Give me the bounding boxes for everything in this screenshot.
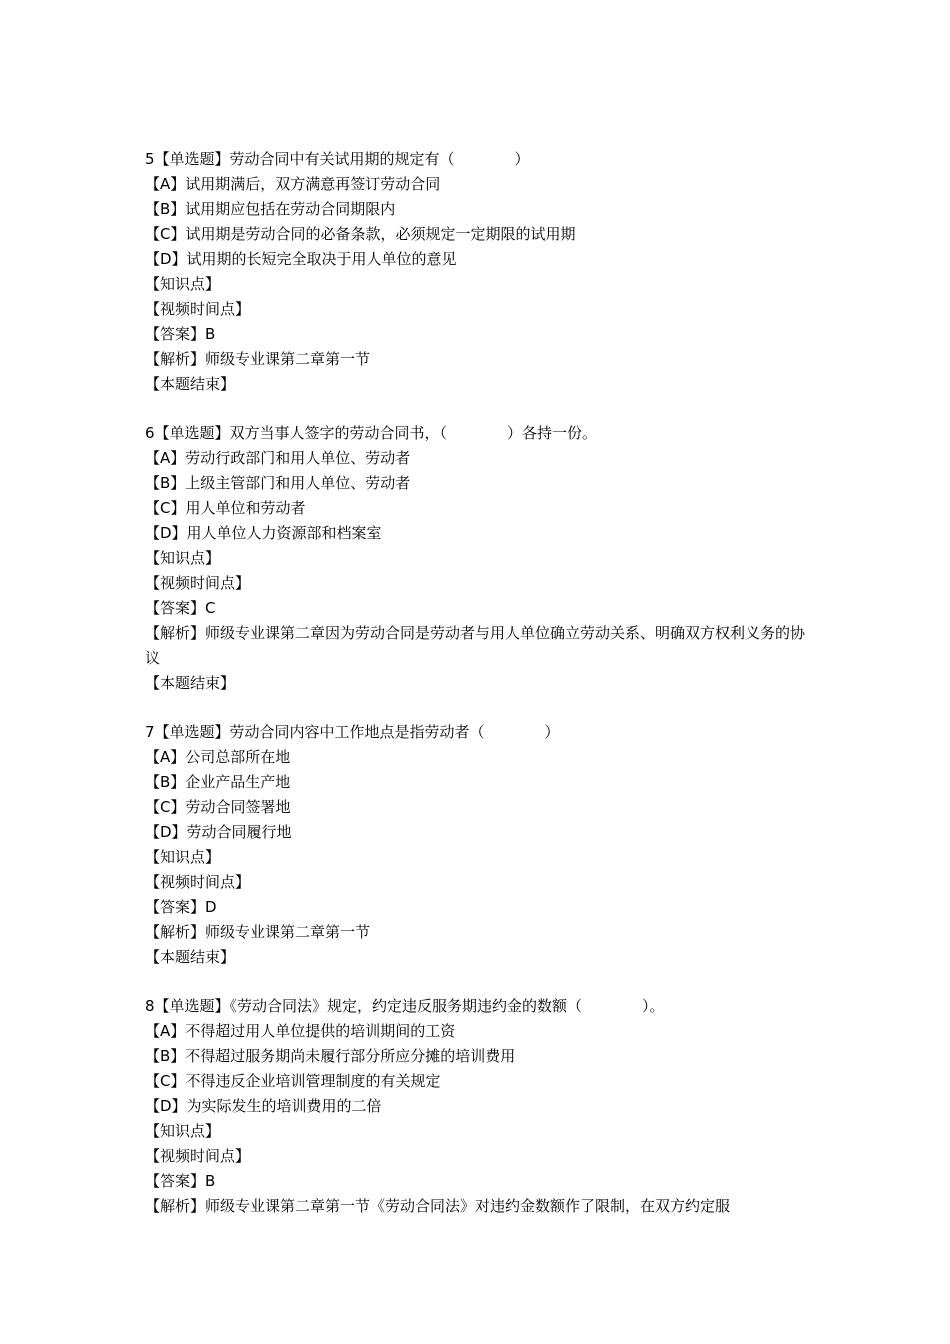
question-block	[145, 720, 815, 970]
question-block	[145, 421, 815, 696]
answer: 【答案】B	[145, 325, 216, 343]
analysis: 【解析】师级专业课第二章第一节	[145, 923, 371, 941]
question-stem: 7【单选题】劳动合同内容中工作地点是指劳动者（ ）	[145, 723, 560, 741]
option-d: 【D】试用期的长短完全取决于用人单位的意见	[145, 250, 457, 268]
option-c: 【C】不得违反企业培训管理制度的有关规定	[145, 1072, 441, 1090]
answer: 【答案】B	[145, 1172, 216, 1190]
video-time-point: 【视频时间点】	[145, 574, 251, 592]
question-block	[145, 994, 815, 1219]
answer: 【答案】C	[145, 599, 216, 617]
option-b: 【B】试用期应包括在劳动合同期限内	[145, 200, 396, 218]
knowledge-point: 【知识点】	[145, 848, 221, 866]
knowledge-point: 【知识点】	[145, 1122, 221, 1140]
question-end: 【本题结束】	[145, 674, 236, 692]
knowledge-point: 【知识点】	[145, 549, 221, 567]
option-b: 【B】企业产品生产地	[145, 773, 291, 791]
option-a: 【A】不得超过用人单位提供的培训期间的工资	[145, 1022, 456, 1040]
video-time-point: 【视频时间点】	[145, 1147, 251, 1165]
option-c: 【C】劳动合同签署地	[145, 798, 291, 816]
option-d: 【D】用人单位人力资源部和档案室	[145, 524, 382, 542]
question-end: 【本题结束】	[145, 375, 236, 393]
option-a: 【A】劳动行政部门和用人单位、劳动者	[145, 449, 411, 467]
option-d: 【D】劳动合同履行地	[145, 823, 292, 841]
answer: 【答案】D	[145, 898, 217, 916]
question-stem: 5【单选题】劳动合同中有关试用期的规定有（ ）	[145, 150, 530, 168]
option-b: 【B】上级主管部门和用人单位、劳动者	[145, 474, 411, 492]
document-page	[145, 147, 815, 1219]
video-time-point: 【视频时间点】	[145, 300, 251, 318]
question-block	[145, 147, 815, 397]
analysis: 【解析】师级专业课第二章第一节《劳动合同法》对违约金数额作了限制，在双方约定服	[145, 1197, 731, 1215]
question-end: 【本题结束】	[145, 948, 236, 966]
question-stem: 6【单选题】双方当事人签字的劳动合同书，（ ）各持一份。	[145, 424, 598, 442]
analysis: 【解析】师级专业课第二章因为劳动合同是劳动者与用人单位确立劳动关系、明确双方权利义务的协议	[145, 624, 806, 667]
option-a: 【A】试用期满后，双方满意再签订劳动合同	[145, 175, 441, 193]
question-stem: 8【单选题】《劳动合同法》规定，约定违反服务期违约金的数额（ ）。	[145, 997, 665, 1015]
option-d: 【D】为实际发生的培训费用的二倍	[145, 1097, 382, 1115]
option-b: 【B】不得超过服务期尚未履行部分所应分摊的培训费用	[145, 1047, 516, 1065]
option-c: 【C】试用期是劳动合同的必备条款，必须规定一定期限的试用期	[145, 225, 576, 243]
knowledge-point: 【知识点】	[145, 275, 221, 293]
analysis: 【解析】师级专业课第二章第一节	[145, 350, 371, 368]
option-c: 【C】用人单位和劳动者	[145, 499, 306, 517]
video-time-point: 【视频时间点】	[145, 873, 251, 891]
option-a: 【A】公司总部所在地	[145, 748, 291, 766]
